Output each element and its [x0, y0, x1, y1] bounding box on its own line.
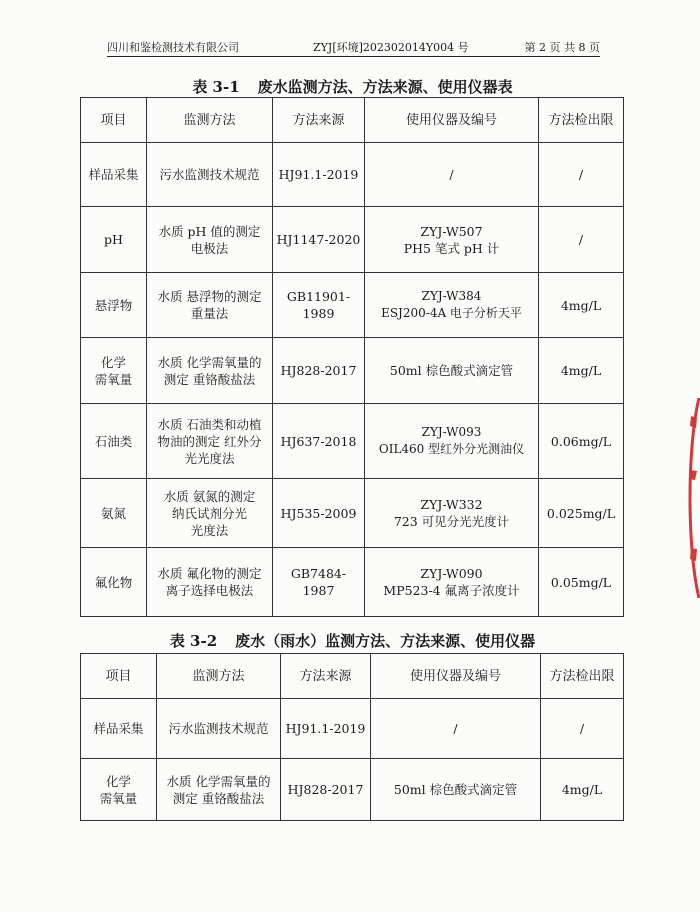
- cell-source: HJ1147-2020: [273, 207, 365, 273]
- cell-method: 水质 悬浮物的测定 重量法: [147, 273, 273, 338]
- cell-limit: 4mg/L: [539, 338, 624, 404]
- cell-source: HJ91.1-2019: [281, 699, 371, 759]
- cell-method: 水质 石油类和动植 物油的测定 红外分 光光度法: [147, 404, 273, 479]
- company-name: 四川和鉴检测技术有限公司: [107, 41, 239, 54]
- header-method: 监测方法: [157, 654, 281, 699]
- cell-instrument: 50ml 棕色酸式滴定管: [365, 338, 539, 404]
- cell-item: 样品采集: [81, 699, 157, 759]
- cell-method: 污水监测技术规范: [157, 699, 281, 759]
- cell-method: 水质 氟化物的测定 离子选择电极法: [147, 548, 273, 617]
- cell-item: 氟化物: [81, 548, 147, 617]
- cell-instrument: ZYJ-W332 723 可见分光光度计: [365, 479, 539, 548]
- cell-limit: 0.06mg/L: [539, 404, 624, 479]
- cell-instrument: /: [371, 699, 541, 759]
- cell-source: HJ535-2009: [273, 479, 365, 548]
- cell-instrument: ZYJ-W507 PH5 笔式 pH 计: [365, 207, 539, 273]
- table-row: [81, 273, 624, 338]
- header-item: 项目: [81, 654, 157, 699]
- header-item: 项目: [81, 98, 147, 143]
- cell-limit: /: [541, 699, 624, 759]
- table-row: [81, 404, 624, 479]
- table2-header-row: [81, 654, 624, 699]
- cell-source: HJ828-2017: [281, 759, 371, 821]
- table2-caption-title: 废水（雨水）监测方法、方法来源、使用仪器: [235, 632, 536, 650]
- table-row: [81, 759, 624, 821]
- cell-instrument: ZYJ-W384 ESJ200-4A 电子分析天平: [365, 273, 539, 338]
- cell-instrument: 50ml 棕色酸式滴定管: [371, 759, 541, 821]
- red-seal-fragment: [683, 398, 700, 598]
- cell-limit: 4mg/L: [541, 759, 624, 821]
- cell-method: 污水监测技术规范: [147, 143, 273, 207]
- cell-item: 悬浮物: [81, 273, 147, 338]
- table1-caption: [80, 76, 625, 97]
- table2-caption: [80, 630, 625, 651]
- cell-instrument: ZYJ-W093 OIL460 型红外分光测油仪: [365, 404, 539, 479]
- table-row: [81, 143, 624, 207]
- cell-item: 化学 需氧量: [81, 338, 147, 404]
- table1-caption-number: 表 3-1: [192, 78, 240, 96]
- header-method: 监测方法: [147, 98, 273, 143]
- cell-limit: /: [539, 207, 624, 273]
- cell-method: 水质 氨氮的测定 纳氏试剂分光 光度法: [147, 479, 273, 548]
- table2-caption-number: 表 3-2: [169, 632, 218, 650]
- cell-item: 化学 需氧量: [81, 759, 157, 821]
- header-instrument: 使用仪器及编号: [371, 654, 541, 699]
- page-header: [107, 36, 600, 57]
- cell-limit: 4mg/L: [539, 273, 624, 338]
- table-row: [81, 207, 624, 273]
- cell-source: HJ91.1-2019: [273, 143, 365, 207]
- table1-header-row: [81, 98, 624, 143]
- cell-source: GB11901-1989: [273, 273, 365, 338]
- header-source: 方法来源: [281, 654, 371, 699]
- cell-item: pH: [81, 207, 147, 273]
- page-number: 第 2 页 共 8 页: [524, 41, 600, 54]
- table-row: [81, 479, 624, 548]
- cell-item: 氨氮: [81, 479, 147, 548]
- table-row: [81, 338, 624, 404]
- cell-item: 石油类: [81, 404, 147, 479]
- table-row: [81, 548, 624, 617]
- table-row: [81, 699, 624, 759]
- header-instrument: 使用仪器及编号: [365, 98, 539, 143]
- cell-source: HJ828-2017: [273, 338, 365, 404]
- table1-caption-title: 废水监测方法、方法来源、使用仪器表: [257, 78, 513, 96]
- cell-source: GB7484-1987: [273, 548, 365, 617]
- header-limit: 方法检出限: [539, 98, 624, 143]
- cell-instrument: /: [365, 143, 539, 207]
- cell-limit: 0.05mg/L: [539, 548, 624, 617]
- cell-method: 水质 pH 值的测定 电极法: [147, 207, 273, 273]
- header-limit: 方法检出限: [541, 654, 624, 699]
- cell-item: 样品采集: [81, 143, 147, 207]
- report-number: ZYJ[环境]202302014Y004 号: [313, 41, 469, 54]
- table2: [80, 653, 624, 821]
- cell-limit: 0.025mg/L: [539, 479, 624, 548]
- header-source: 方法来源: [273, 98, 365, 143]
- cell-method: 水质 化学需氧量的 测定 重铬酸盐法: [157, 759, 281, 821]
- cell-method: 水质 化学需氧量的 测定 重铬酸盐法: [147, 338, 273, 404]
- cell-source: HJ637-2018: [273, 404, 365, 479]
- table1: [80, 97, 624, 617]
- cell-limit: /: [539, 143, 624, 207]
- cell-instrument: ZYJ-W090 MP523-4 氟离子浓度计: [365, 548, 539, 617]
